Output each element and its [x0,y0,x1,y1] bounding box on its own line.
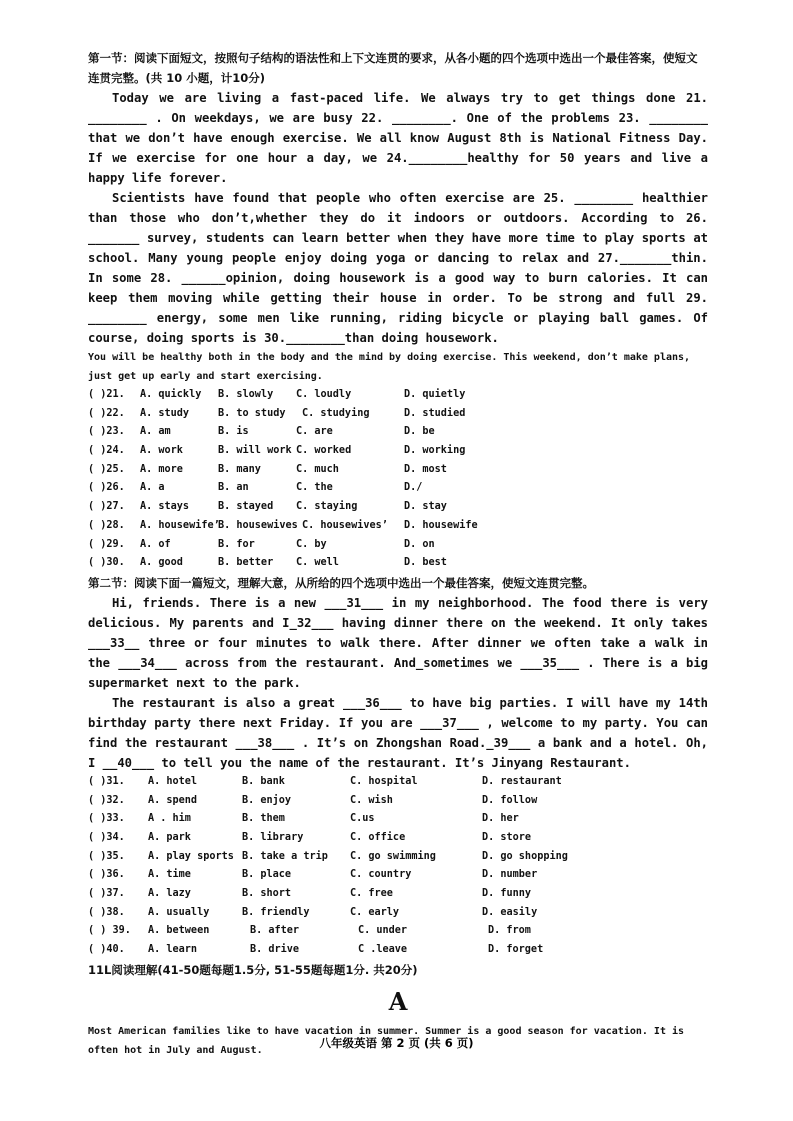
choice-b[interactable]: B. stayed [218,501,274,513]
choice-c[interactable]: C. go swimming [350,850,436,862]
choice-a[interactable]: A. between [148,925,210,937]
choice-c[interactable]: C. the [296,482,333,494]
choice-d[interactable]: D. working [404,445,466,457]
choice-b[interactable]: B. an [218,482,249,494]
choice-c[interactable]: C. hospital [350,775,418,787]
choice-d[interactable]: D. studied [404,407,466,419]
choice-a[interactable]: A. of [140,538,171,550]
section1-heading: 第一节：阅读下面短文，按照句子结构的语法性和上下文连贯的要求，从各小题的四个选项中选出一个最佳答案，使短文连贯完整。(共 10 小题，计10分) [88,51,698,85]
question-number[interactable]: ( )38. [88,906,125,918]
choice-d[interactable]: D. restaurant [482,775,562,787]
section1-paragraph-1: Today we are living a fast-paced life. We always try to get things done 21. ________ . On weekdays, we are busy 22. ________. One of the problems 23. ________ that we don’t have enough exercise. We all know August 8th is National Fitness Day. If we exercise for one hour a day, we 24.________healthy for 50 years and live a happy life forever. [88,91,708,185]
option-row [88,386,708,405]
section1-paragraph-3: You will be healthy both in the body and the mind by doing exercise. This weekend, don’t make plans, just get up early and start exercising. [88,352,691,382]
option-row [88,479,708,498]
choice-a[interactable]: A. a [140,482,165,494]
question-number[interactable]: ( )28. [88,519,125,531]
section2-heading: 第二节：阅读下面一篇短文，理解大意，从所给的四个选项中选出一个最佳答案，使短文连贯完整。 [88,575,594,590]
question-number[interactable]: ( )24. [88,445,125,457]
choice-d[interactable]: D. follow [482,794,538,806]
choice-c[interactable]: C. free [350,888,393,899]
choice-a[interactable]: A. housewife’ [140,519,220,531]
choice-a[interactable]: A. am [140,426,171,438]
choice-c[interactable]: C. loudly [296,389,352,400]
choice-b[interactable]: B. place [242,869,292,881]
section1-options [88,386,708,573]
option-row [88,829,708,848]
choice-c[interactable]: C. are [296,426,333,438]
choice-d[interactable]: D. quietly [404,389,466,400]
question-number[interactable]: ( )36. [88,869,125,881]
section2-options [88,773,708,960]
choice-c[interactable]: C. office [350,831,406,843]
choice-d[interactable]: D. best [404,557,447,569]
choice-d[interactable]: D. most [404,463,447,475]
choice-d[interactable]: D. number [482,869,538,881]
choice-b[interactable]: B. friendly [242,906,310,918]
choice-a[interactable]: A. hotel [148,775,198,787]
choice-c[interactable]: C. country [350,869,412,881]
choice-b[interactable]: B. them [242,813,285,825]
choice-c[interactable]: C. worked [296,445,352,457]
choice-b[interactable]: B. short [242,888,292,899]
question-number[interactable]: ( )33. [88,813,125,825]
choice-b[interactable]: B. enjoy [242,794,292,806]
option-row [88,461,708,480]
question-number[interactable]: ( )35. [88,850,125,862]
choice-d[interactable]: D. her [482,813,519,825]
question-number[interactable]: ( ) 39. [88,925,131,937]
option-row [88,554,708,573]
question-number[interactable]: ( )29. [88,538,125,550]
question-number[interactable]: ( )23. [88,426,125,438]
option-row [88,536,708,555]
option-row [88,405,708,424]
choice-a[interactable]: A. play sports [148,850,234,862]
choice-b[interactable]: B. after [250,925,300,937]
choice-a[interactable]: A. park [148,831,191,843]
choice-a[interactable]: A. spend [148,794,198,806]
choice-b[interactable]: B. library [242,831,304,843]
choice-a[interactable]: A. quickly [140,389,202,400]
section3-heading: 11L阅读理解(41-50题每题1.5分, 51-55题每题1分. 共20分) [88,962,418,977]
option-row [88,848,708,867]
choice-d[interactable]: D. housewife [404,519,478,531]
section2-paragraph-2: The restaurant is also a great ___36___ to have big parties. I will have my 14th birthday party there next Friday. If you are ___37___ , welcome to my party. You can find the restaurant ___38___ . It’s on Zhongshan Road._39___ a bank and a hotel. Oh, I __40___ to tell you the name of the restaurant. It’s Jinyang Restaurant. [88,695,708,770]
choice-d[interactable]: D. from [488,925,531,937]
question-number[interactable]: ( )31. [88,775,125,787]
choice-a[interactable]: A. lazy [148,888,191,899]
option-row [88,773,708,792]
choice-a[interactable]: A. study [140,407,190,419]
choice-c[interactable]: C. staying [296,501,358,513]
choice-d[interactable]: D./ [404,482,423,494]
choice-a[interactable]: A . him [148,813,191,825]
option-row [88,810,708,829]
choice-a[interactable]: A. stays [140,501,190,513]
choice-d[interactable]: D. stay [404,501,447,513]
option-row [88,922,708,941]
section3-paragraph-1: Most American families like to have vacation in summer. Summer is a good season for vacation. It is often hot in July and August. [88,1025,685,1056]
choice-c[interactable]: C .leave [358,944,408,956]
option-row [88,442,708,461]
choice-c[interactable]: C. under [358,925,408,937]
question-number[interactable]: ( )37. [88,888,125,899]
choice-c[interactable]: C. housewives’ [302,519,388,531]
question-number[interactable]: ( )34. [88,831,125,843]
choice-a[interactable]: A. more [140,463,183,475]
choice-b[interactable]: B. better [218,557,274,569]
question-number[interactable]: ( )22. [88,407,125,419]
choice-b[interactable]: B. to study [218,407,286,419]
option-row [88,498,708,517]
choice-a[interactable]: A. good [140,557,183,569]
choice-d[interactable]: D. on [404,538,435,550]
choice-c[interactable]: C. much [296,463,339,475]
option-row [88,517,708,536]
choice-b[interactable]: B. will work [218,445,292,457]
choice-d[interactable]: D. store [482,831,532,843]
question-number[interactable]: ( )26. [88,482,125,494]
choice-b[interactable]: B. take a trip [242,850,328,862]
question-number[interactable]: ( )21. [88,389,125,400]
option-row [88,866,708,885]
option-row [88,941,708,960]
exam-page [88,48,708,1060]
choice-d[interactable]: D. be [404,426,435,438]
choice-a[interactable]: A. time [148,869,191,881]
section1-paragraph-2: Scientists have found that people who often exercise are 25. ________ healthier than those who don’t,whether they do it indoors or outdoors. According to 26. _______ survey, students can learn better when they have more time to play sports at school. Many young people enjoy doing yoga or dancing to relax and 27._______thin. In some 28. ______opinion, doing housework is a good way to burn calories. It can keep them moving while getting their house in order. To be strong and full 29. ________ energy, some men like running, riding bicycle or playing ball games. Of course, doing sports is 30.________than doing housework. [88,191,708,345]
option-row [88,792,708,811]
choice-b[interactable]: B. housewives [218,519,298,531]
choice-c[interactable]: C. early [350,906,400,918]
choice-b[interactable]: B. for [218,538,255,550]
passage-title: A [388,986,408,1016]
choice-c[interactable]: C. well [296,557,339,569]
choice-d[interactable]: D. easily [482,906,538,918]
choice-b[interactable]: B. drive [250,944,300,956]
question-number[interactable]: ( )25. [88,463,125,475]
choice-a[interactable]: A. learn [148,944,198,956]
option-row [88,885,708,904]
choice-b[interactable]: B. many [218,463,261,475]
question-number[interactable]: ( )27. [88,501,125,513]
option-row [88,423,708,442]
choice-c[interactable]: C. studying [302,407,370,419]
choice-c[interactable]: C.us [350,813,375,825]
choice-d[interactable]: D. go shopping [482,850,568,862]
page-footer: 八年级英语 第 2 页 (共 6 页) [319,1036,474,1050]
question-number[interactable]: ( )32. [88,794,125,806]
question-number[interactable]: ( )30. [88,557,125,569]
choice-b[interactable]: B. is [218,426,249,438]
choice-a[interactable]: A. work [140,445,183,457]
choice-a[interactable]: A. usually [148,906,210,918]
choice-c[interactable]: C. wish [350,794,393,806]
choice-c[interactable]: C. by [296,538,327,550]
choice-b[interactable]: B. bank [242,775,285,787]
question-number[interactable]: ( )40. [88,944,125,956]
option-row [88,904,708,923]
choice-d[interactable]: D. funny [482,888,532,899]
choice-d[interactable]: D. forget [488,944,544,956]
section2-paragraph-1: Hi, friends. There is a new ___31___ in my neighborhood. The food there is very delicious. My parents and I_32___ having dinner there on the weekend. It only takes ___33__ three or four minutes to walk there. After dinner we often take a walk in the ___34___ across from the restaurant. And_sometimes we ___35___ . There is a big supermarket next to the park. [88,595,708,690]
choice-b[interactable]: B. slowly [218,389,274,400]
